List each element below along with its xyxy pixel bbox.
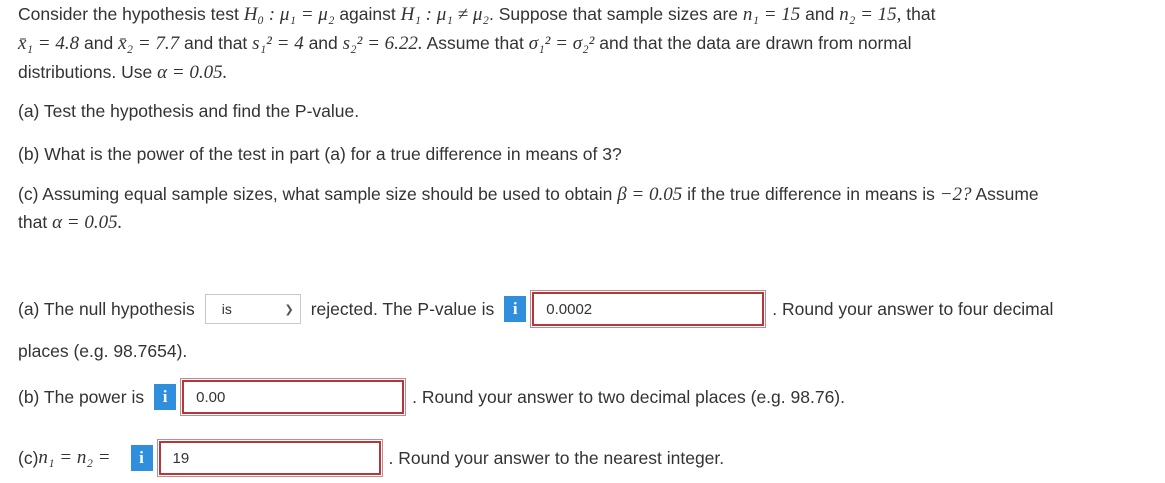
text: that (901, 4, 936, 24)
n1-value: n₁ = 15 (742, 4, 801, 25)
text: against (334, 4, 401, 24)
text: Assume that (422, 33, 529, 53)
difference-value: −2? (939, 184, 972, 205)
alpha-value: α = 0.05. (157, 62, 228, 83)
text: and (79, 33, 119, 53)
sigma-equal: σ₁² = σ₂² (528, 33, 595, 54)
beta-value: β = 0.05 (617, 184, 683, 205)
answer-b-suffix: . Round your answer to two decimal places (e.g. 98.76). (412, 386, 845, 407)
problem-line-3 (18, 61, 227, 84)
text: distributions. Use (18, 62, 158, 82)
problem-line-1 (18, 3, 936, 26)
alt-hypothesis: H₁ : μ₁ ≠ μ₂ (400, 4, 489, 25)
s1-variance: s₁² = 4 (252, 33, 304, 54)
info-icon[interactable]: i (131, 445, 153, 471)
text: and (800, 4, 840, 24)
answer-a-row (18, 292, 1053, 326)
info-icon[interactable]: i (504, 296, 526, 322)
answer-b-prefix: (b) The power is (18, 386, 145, 407)
text: . Suppose that sample sizes are (488, 4, 743, 24)
problem-line-2 (18, 32, 912, 55)
answer-a-suffix: . Round your answer to four decimal (772, 298, 1054, 319)
x1-mean: x̄₁ = 4.8 (18, 33, 80, 54)
text: Consider the hypothesis test (18, 4, 244, 24)
text: and that (179, 33, 253, 53)
text: Assume (971, 184, 1039, 204)
sample-size-input[interactable] (159, 441, 381, 475)
part-c-text (18, 183, 1039, 206)
p-value-input[interactable] (532, 292, 764, 326)
part-b-text: (b) What is the power of the test in part (a) for a true difference in means of 3? (18, 144, 622, 164)
info-icon[interactable]: i (154, 384, 176, 410)
power-input[interactable] (182, 380, 404, 414)
hypothesis-select[interactable] (205, 294, 301, 324)
text: and (303, 33, 343, 53)
sample-size-equation: n₁ = n₂ = (38, 447, 111, 468)
answer-b-row (18, 380, 845, 414)
s2-variance: s₂² = 6.22. (342, 33, 423, 54)
x2-mean: x̄₂ = 7.7 (118, 33, 180, 54)
chevron-down-icon: ❯ (284, 303, 294, 316)
text: (c) Assuming equal sample sizes, what sample size should be used to obtain (18, 184, 618, 204)
part-c-text-2 (18, 211, 122, 234)
answer-a-middle: rejected. The P-value is (310, 298, 495, 319)
part-a-text: (a) Test the hypothesis and find the P-value. (18, 101, 360, 121)
hypothesis-select-value: is (221, 301, 232, 317)
answer-c-row (18, 441, 724, 475)
text: if the true difference in means is (682, 184, 940, 204)
text: that (18, 212, 53, 232)
answer-a-suffix-2: places (e.g. 98.7654). (18, 341, 188, 361)
text: and that the data are drawn from normal (594, 33, 912, 53)
answer-c-suffix: . Round your answer to the nearest integer. (388, 447, 725, 468)
null-hypothesis: H₀ : μ₁ = μ₂ (243, 4, 335, 25)
answer-c-prefix: (c) (18, 447, 39, 468)
alpha-value: α = 0.05. (52, 212, 123, 233)
n2-value: n₂ = 15, (839, 4, 902, 25)
answer-a-prefix: (a) The null hypothesis (18, 298, 195, 319)
